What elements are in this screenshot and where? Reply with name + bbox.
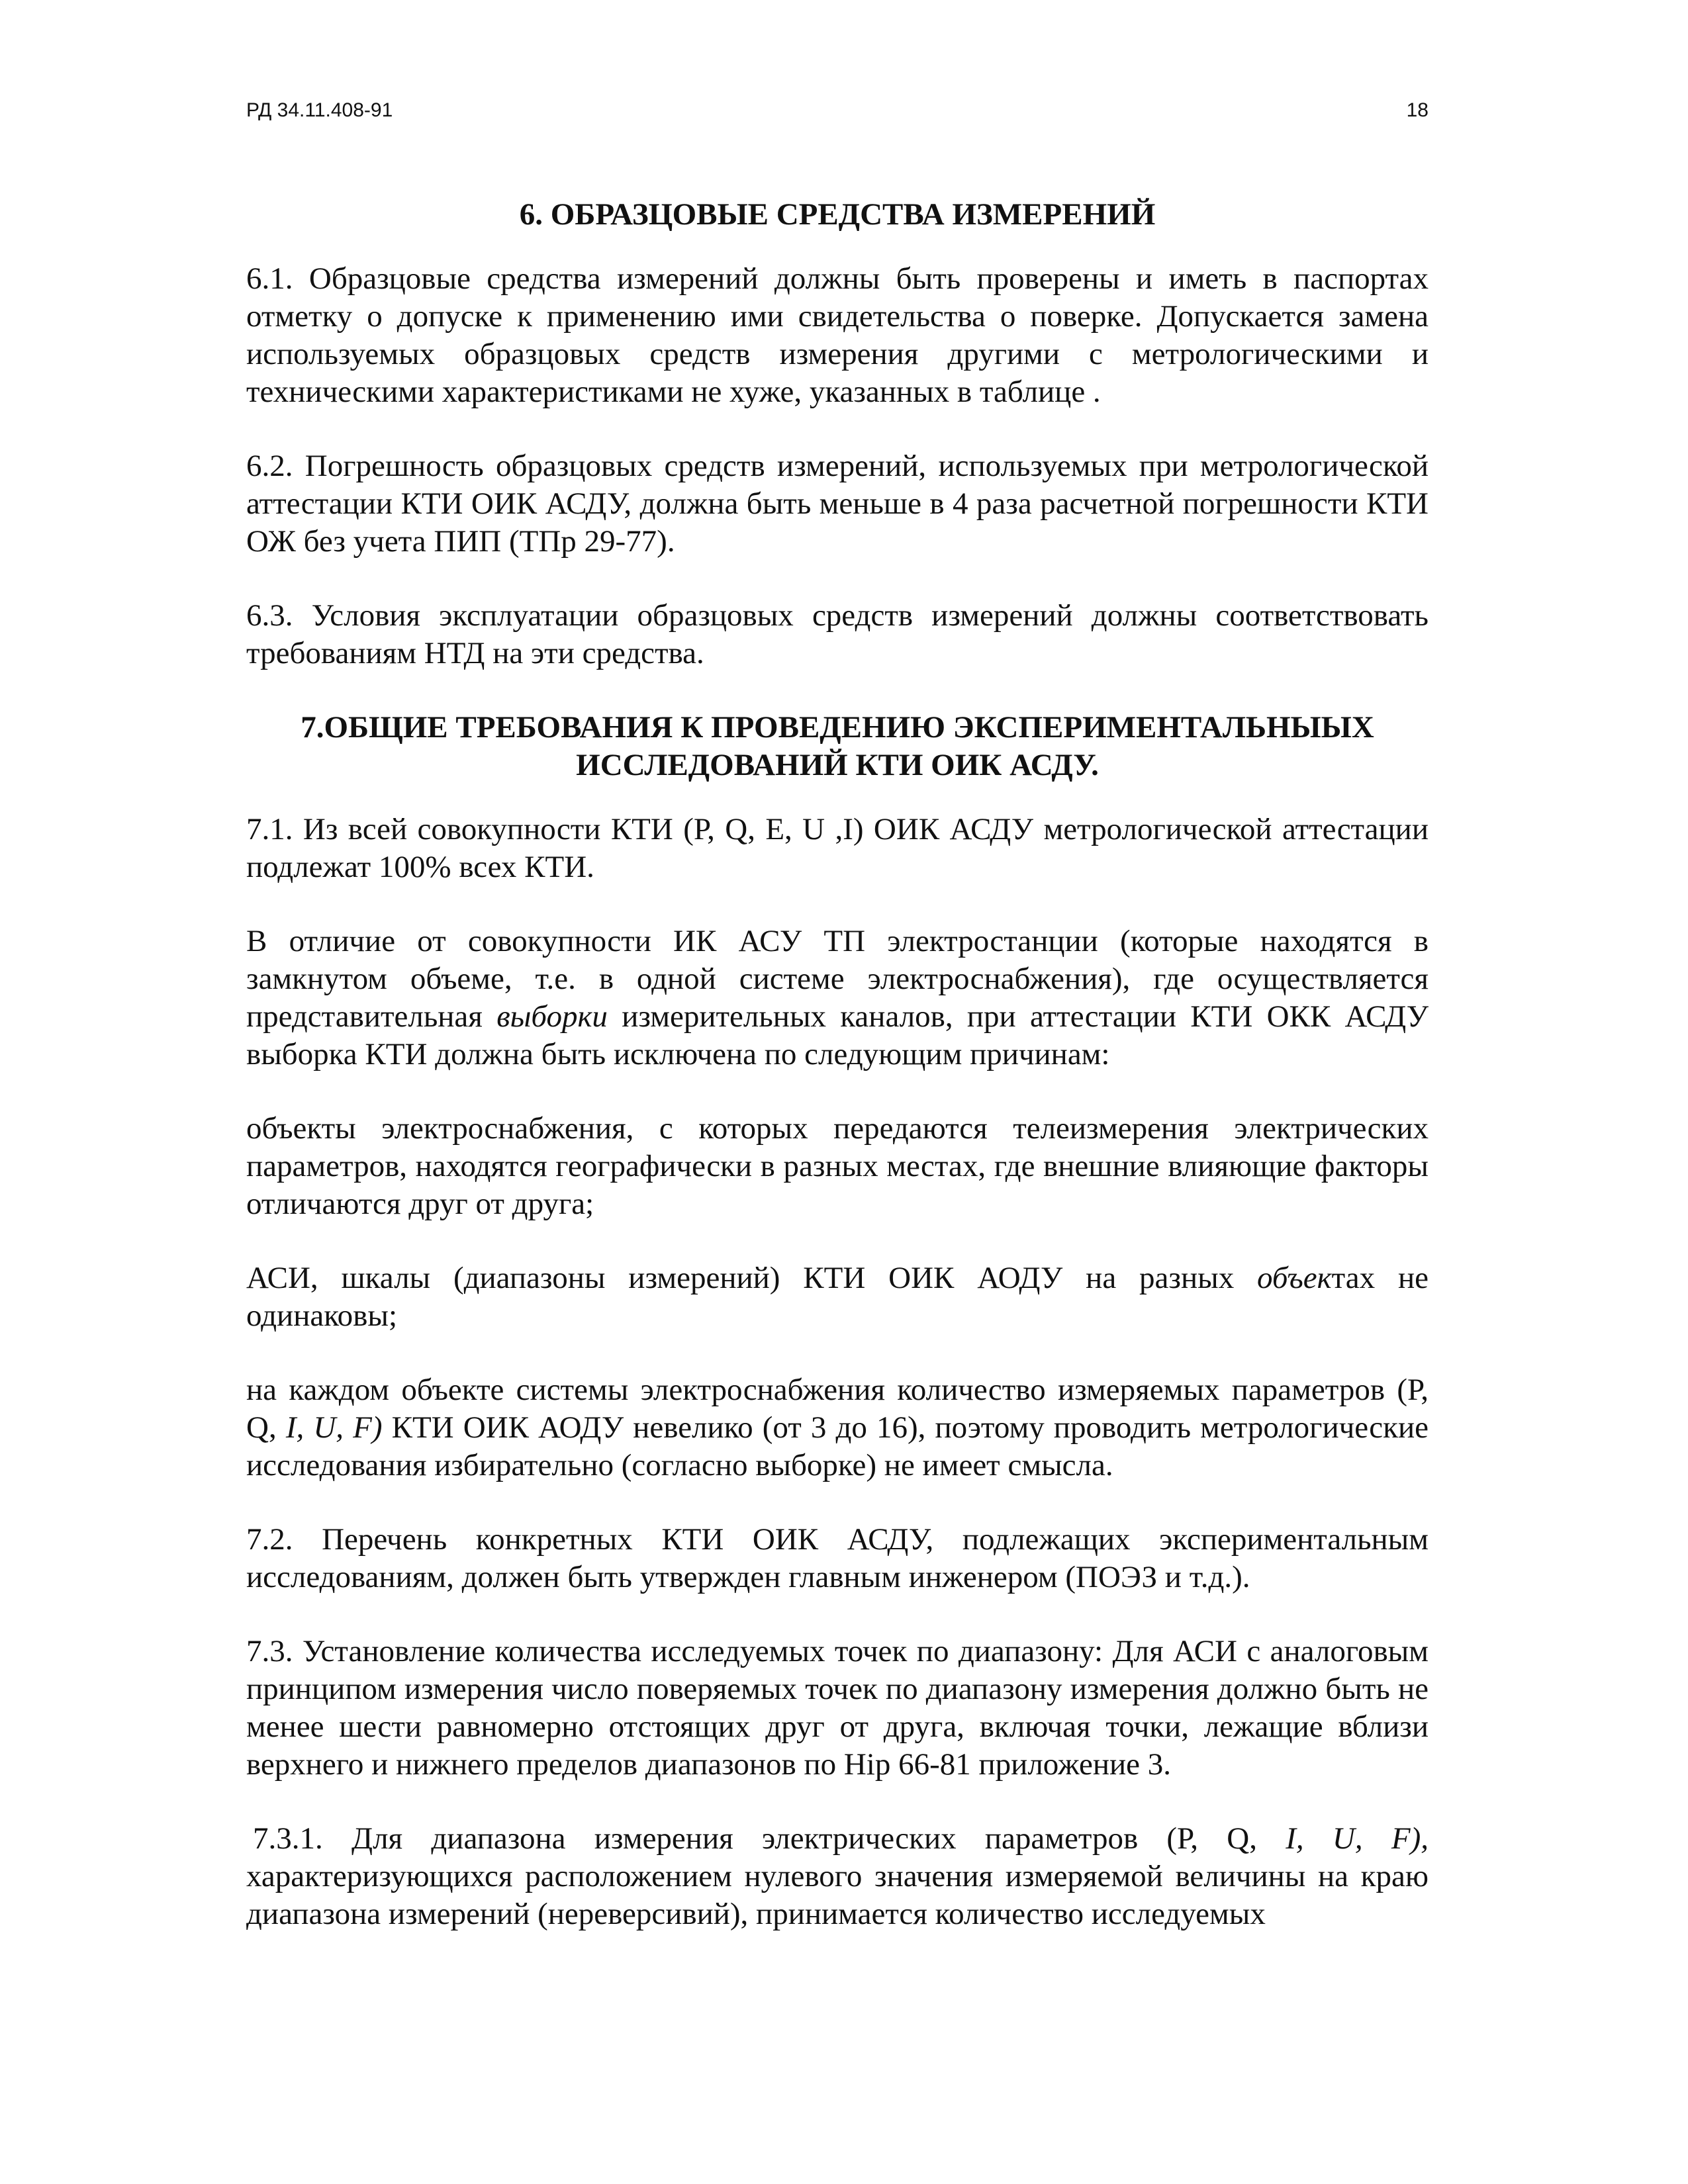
text-segment: характеризующихся расположением нулевого значения измеряемой величины на краю диапазона измерений (нереверсивий), принимается количество исследуемых: [246, 1859, 1429, 1931]
text-segment: В отличие от совокупности ИК АСУ ТП электростанции (которые находятся в замкнутом объеме, т.е. в одной системе электроснабжения), где осуществляется представительная: [246, 924, 1429, 1034]
paragraph-7-3: 7.3. Установление количества исследуемых точек по диапазону: Для АСИ с аналоговым принципом измерения число поверяемых точек по диапазону измерения должно быть не менее шести равномерно отстоящих друг от друга, включая точки, лежащие вблизи верхнего и нижнего пределов диапазонов по Hip 66-81 приложение 3.: [246, 1634, 1429, 1782]
paragraph-difference: [246, 923, 1429, 1073]
text-segment: на каждом объекте системы электроснабжения количество измеряемых параметров (Р, Q,: [246, 1373, 1429, 1445]
text-segment: КТИ ОИК АОДУ невелико (от 3 до 16), поэтому проводить метрологические исследования избирательно (согласно выборке) не имеет смысла.: [246, 1410, 1429, 1482]
paragraph-6-3: 6.3. Условия эксплуатации образцовых средств измерений должны соответствовать требованиям НТД на эти средства.: [246, 598, 1429, 670]
paragraph-asi: [246, 1259, 1429, 1335]
section-7-title: [246, 709, 1429, 784]
page-number: 18: [1406, 99, 1429, 121]
document-code: РД 34.11.408-91: [246, 99, 393, 121]
paragraph-7-1: 7.1. Из всей совокупности КТИ (Р, Q, Е, U ,I) ОИК АСДУ метрологической аттестации подлежат 100% всех КТИ.: [246, 812, 1429, 884]
text-segment: 7.3.1. Для диапазона измерения электрических параметров (Р, Q,: [253, 1821, 1286, 1856]
paragraph-objects: объекты электроснабжения, с которых передаются телеизмерения электрических параметров, находятся географически в разных местах, где внешние влияющие факторы отличаются друг от друга;: [246, 1111, 1429, 1221]
paragraph-each-object: [246, 1371, 1429, 1484]
paragraph-6-1: 6.1. Образцовые средства измерений должны быть проверены и иметь в паспортах отметку о допуске к применению ими свидетельства о поверке. Допускается замена используемых образцовых средств измерения другими с метрологическими и техническими характеристиками не хуже, указанных в таблице .: [246, 261, 1429, 409]
paragraph-7-3-1: [246, 1820, 1429, 1933]
italic-segment: I, U, F),: [1286, 1821, 1429, 1856]
page-header: [246, 99, 1429, 126]
section-7-title-line-2: ИССЛЕДОВАНИЙ КТИ ОИК АСДУ.: [576, 748, 1099, 782]
paragraph-6-2: 6.2. Погрешность образцовых средств измерений, используемых при метрологической аттестации КТИ ОИК АСДУ, должна быть меньше в 4 раза расчетной погрешности КТИ ОЖ без учета ПИП (ТПр 29-77).: [246, 449, 1429, 559]
text-segment: измерительных каналов, при аттестации КТИ ОКК АСДУ выборка КТИ должна быть исключена по следующим причинам:: [246, 999, 1429, 1071]
document-body: [246, 196, 1429, 1970]
section-7-title-line-1: 7.ОБЩИЕ ТРЕБОВАНИЯ К ПРОВЕДЕНИЮ ЭКСПЕРИМЕНТАЛЬНЫЫХ: [301, 710, 1374, 745]
italic-segment: выборки: [496, 999, 608, 1034]
text-segment: тах не одинаковы;: [246, 1261, 1429, 1333]
section-6-title: 6. ОБРАЗЦОВЫЕ СРЕДСТВА ИЗМЕРЕНИЙ: [519, 197, 1156, 232]
italic-segment: объек: [1257, 1261, 1332, 1295]
italic-segment: I, U, F): [285, 1410, 383, 1445]
paragraph-7-2: 7.2. Перечень конкретных КТИ ОИК АСДУ, подлежащих экспериментальным исследованиям, должен быть утвержден главным инженером (ПОЭЗ и т.д.).: [246, 1522, 1429, 1594]
text-segment: АСИ, шкалы (диапазоны измерений) КТИ ОИК АОДУ на разных: [246, 1261, 1258, 1295]
